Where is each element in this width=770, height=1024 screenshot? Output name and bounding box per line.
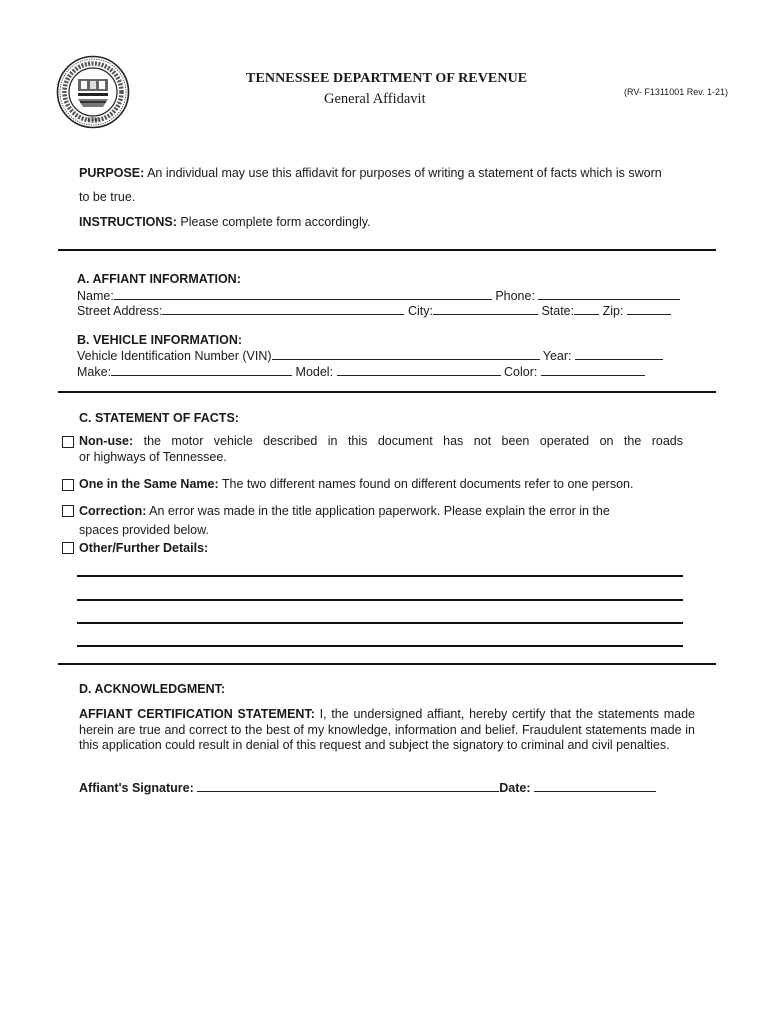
certification-statement <box>79 707 695 754</box>
section-a-title <box>77 272 241 286</box>
divider <box>58 663 716 665</box>
instructions-label: INSTRUCTIONS: <box>79 215 177 229</box>
purpose-line1 <box>79 166 662 180</box>
same-name-statement <box>79 477 633 491</box>
nonuse-text-line1: the motor vehicle described in this document has not been operated on the roads <box>143 434 683 448</box>
make-label: Make: <box>77 365 112 379</box>
color-field[interactable] <box>541 364 645 376</box>
name-field[interactable] <box>114 288 492 300</box>
section-b-title-text: B. VEHICLE INFORMATION: <box>77 333 243 347</box>
instructions-text: Please complete form accordingly. <box>180 215 371 229</box>
model-field[interactable] <box>337 364 501 376</box>
section-a-title-text: A. AFFIANT INFORMATION: <box>77 272 241 286</box>
purpose-label: PURPOSE: <box>79 166 145 180</box>
correction-text-line1: An error was made in the title application paperwork. Please explain the error in the <box>149 504 610 518</box>
affiant-address-row <box>77 303 671 318</box>
nonuse-checkbox[interactable] <box>62 436 74 448</box>
form-name: General Affidavit <box>324 91 426 107</box>
correction-statement <box>79 504 610 518</box>
nonuse-statement <box>79 434 683 450</box>
vin-label: Vehicle Identification Number (VIN) <box>77 349 272 363</box>
street-field[interactable] <box>162 303 404 315</box>
zip-label: Zip: <box>602 304 624 318</box>
section-c-title <box>79 411 239 425</box>
year-field[interactable] <box>575 348 663 360</box>
purpose-text-line1: An individual may use this affidavit for purposes of writing a statement of facts which is sworn <box>147 166 662 180</box>
correction-label: Correction: <box>79 504 147 518</box>
purpose-text-line2: to be true. <box>79 190 136 204</box>
nonuse-text-line2: or highways of Tennessee. <box>79 450 227 464</box>
date-field[interactable] <box>534 780 656 792</box>
same-name-label: One in the Same Name: <box>79 477 219 491</box>
street-label: Street Address: <box>77 304 163 318</box>
affiant-name-row <box>77 288 680 303</box>
zip-field[interactable] <box>627 303 671 315</box>
agency-title: TENNESSEE DEPARTMENT OF REVENUE <box>246 71 528 86</box>
correction-text-line2: spaces provided below. <box>79 523 209 537</box>
state-label: State: <box>541 304 575 318</box>
section-d-title-text: D. ACKNOWLEDGMENT: <box>79 682 226 696</box>
state-seal-icon <box>56 55 130 129</box>
certification-label: AFFIANT CERTIFICATION STATEMENT: <box>79 707 315 721</box>
details-line[interactable] <box>77 575 683 577</box>
phone-field[interactable] <box>538 288 680 300</box>
state-field[interactable] <box>574 303 599 315</box>
same-name-checkbox[interactable] <box>62 479 74 491</box>
other-checkbox[interactable] <box>62 542 74 554</box>
vin-field[interactable] <box>272 348 540 360</box>
details-line[interactable] <box>77 599 683 601</box>
city-label: City: <box>407 304 433 318</box>
other-label: Other/Further Details: <box>79 541 209 555</box>
section-c-title-text: C. STATEMENT OF FACTS: <box>79 411 239 425</box>
vehicle-vin-row <box>77 348 663 363</box>
details-line[interactable] <box>77 645 683 647</box>
year-label: Year: <box>542 349 572 363</box>
vehicle-make-row <box>77 364 645 379</box>
model-label: Model: <box>295 365 334 379</box>
divider <box>58 391 716 393</box>
divider <box>58 249 716 251</box>
same-name-text: The two different names found on different documents refer to one person. <box>221 477 634 491</box>
state-seal <box>56 55 130 129</box>
color-label: Color: <box>504 365 538 379</box>
instructions <box>79 215 371 229</box>
section-d-title <box>79 682 225 696</box>
phone-label: Phone: <box>495 289 535 303</box>
form-number: (RV- F1311001 Rev. 1-21) <box>624 87 729 97</box>
name-label: Name: <box>77 289 114 303</box>
section-b-title <box>77 333 242 347</box>
details-line[interactable] <box>77 622 683 624</box>
signature-field[interactable] <box>197 780 499 792</box>
signature-row <box>79 780 656 795</box>
make-field[interactable] <box>111 364 292 376</box>
signature-label: Affiant's Signature: <box>79 781 194 795</box>
nonuse-label: Non-use: <box>79 434 134 448</box>
correction-checkbox[interactable] <box>62 505 74 517</box>
seal-year: 1796 <box>86 116 100 123</box>
date-label: Date: <box>499 781 531 795</box>
city-field[interactable] <box>433 303 538 315</box>
certification-text: I, the undersigned affiant, hereby certify that the statements made herein are true and correct to the best of my knowledge, information and belief. Fraudulent statements made in this application could result in denial of this request and subject the signatory to criminal and civil penalties. <box>79 707 696 752</box>
other-statement <box>79 541 208 555</box>
